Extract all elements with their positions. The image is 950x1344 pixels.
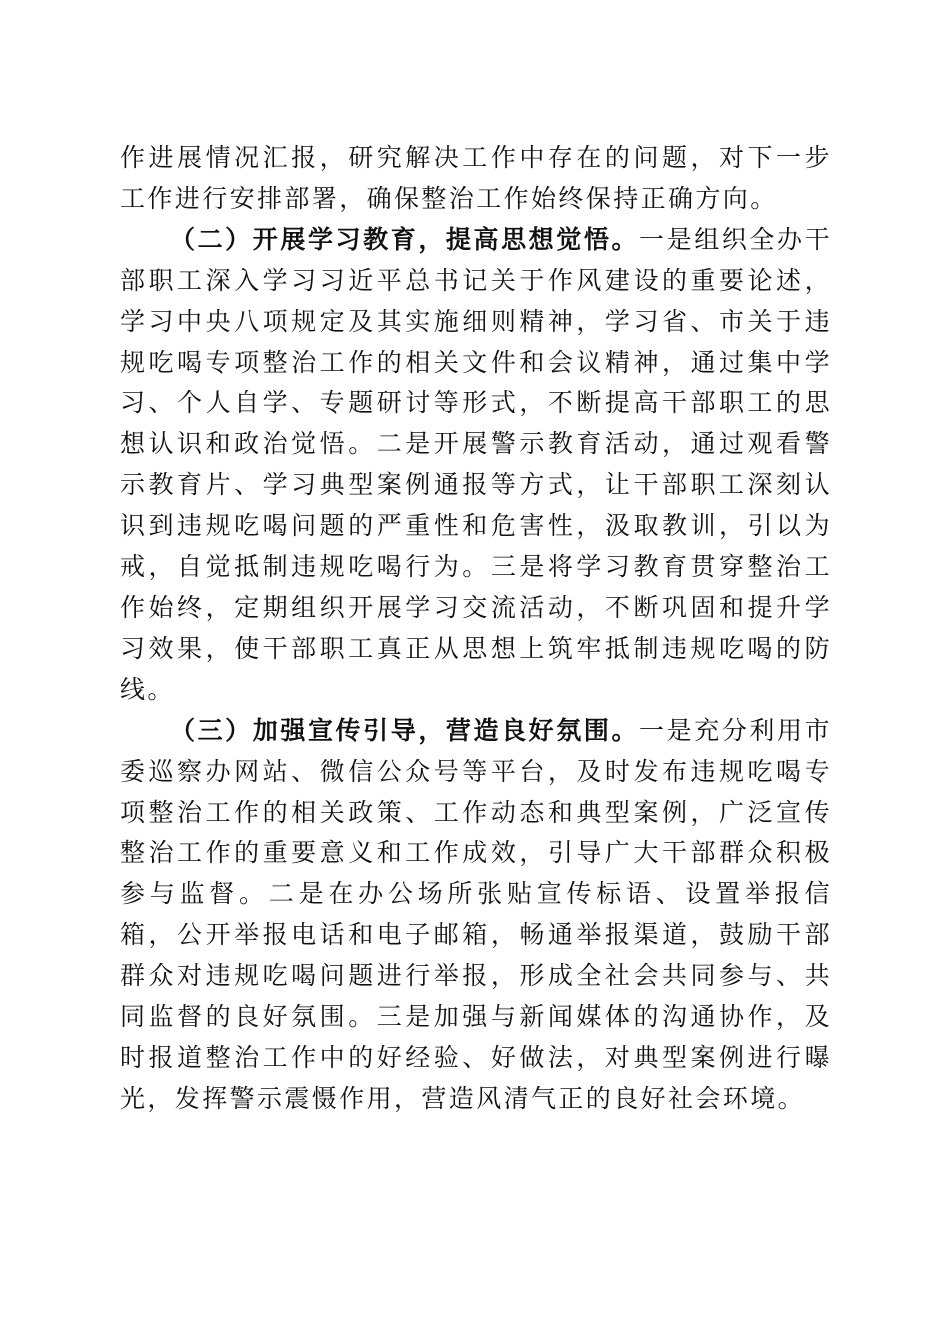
paragraph-study-education [120,220,832,711]
paragraph-continuation [120,138,832,220]
section-heading-publicity-guidance: （三）加强宣传引导，营造良好氛围。 [170,715,640,745]
paragraph-publicity-guidance [120,711,832,1120]
paragraph-text: 作进展情况汇报，研究解决工作中存在的问题，对下一步工作进行安排部署，确保整治工作始终保持正确方向。 [120,143,832,213]
document-body [120,138,832,1120]
paragraph-text: 一是充分利用市委巡察办网站、微信公众号等平台，及时发布违规吃喝专项整治工作的相关政策、工作动态和典型案例，广泛宣传整治工作的重要意义和工作成效，引导广大干部群众积极参与监督。二是在办公场所张贴宣传标语、设置举报信箱，公开举报电话和电子邮箱，畅通举报渠道，鼓励干部群众对违规吃喝问题进行举报，形成全社会共同参与、共同监督的良好氛围。三是加强与新闻媒体的沟通协作，及时报道整治工作中的好经验、好做法，对典型案例进行曝光，发挥警示震慑作用，营造风清气正的良好社会环境。 [120,715,832,1113]
section-heading-study-education: （二）开展学习教育，提高思想觉悟。 [170,224,640,254]
paragraph-text: 一是组织全办干部职工深入学习习近平总书记关于作风建设的重要论述，学习中央八项规定及其实施细则精神，学习省、市关于违规吃喝专项整治工作的相关文件和会议精神，通过集中学习、个人自学、专题研讨等形式，不断提高干部职工的思想认识和政治觉悟。二是开展警示教育活动，通过观看警示教育片、学习典型案例通报等方式，让干部职工深刻认识到违规吃喝问题的严重性和危害性，汲取教训，引以为戒，自觉抵制违规吃喝行为。三是将学习教育贯穿整治工作始终，定期组织开展学习交流活动，不断巩固和提升学习效果，使干部职工真正从思想上筑牢抵制违规吃喝的防线。 [120,224,832,704]
